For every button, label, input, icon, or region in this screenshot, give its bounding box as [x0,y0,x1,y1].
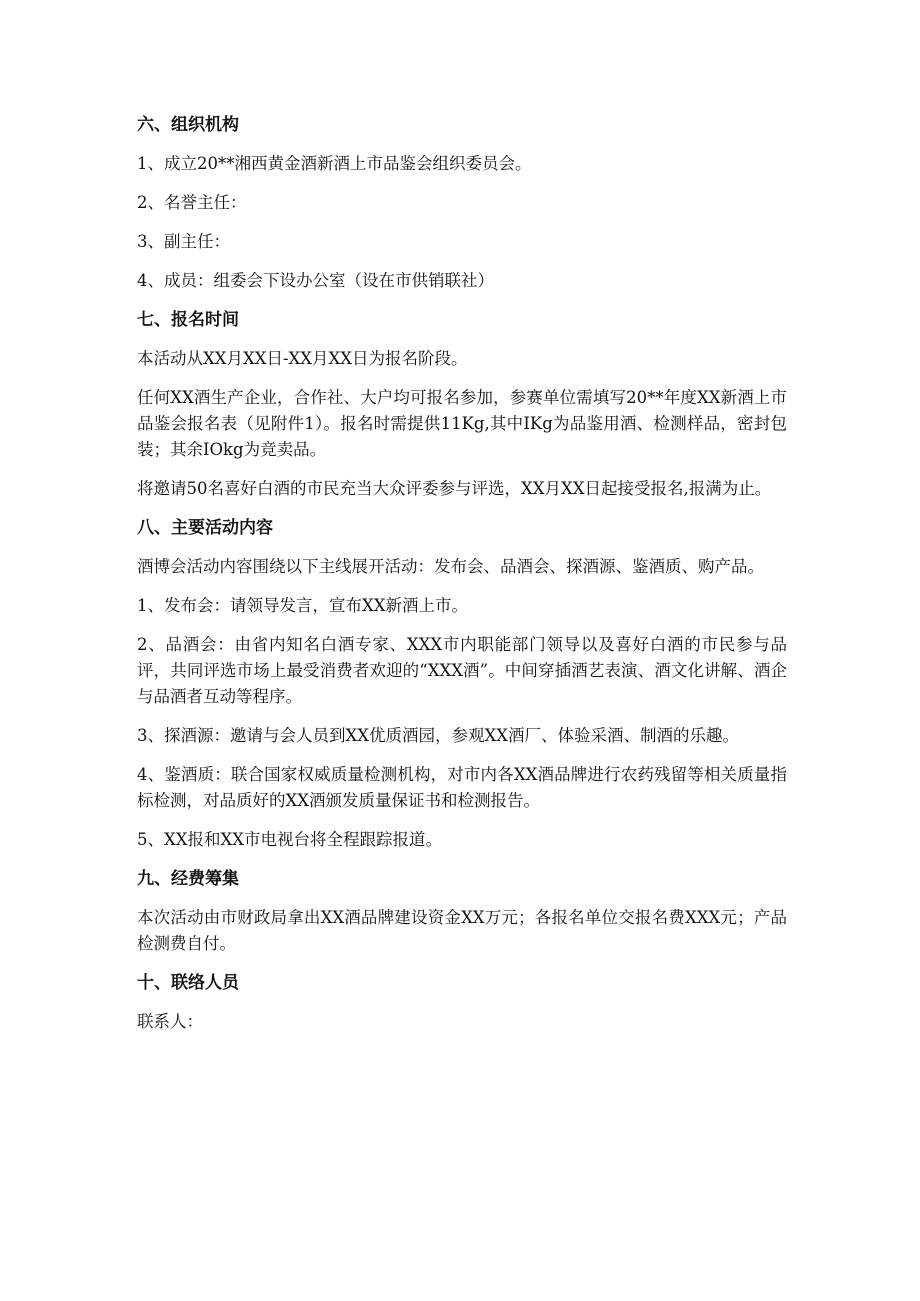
paragraph-honorary-director: 2、名誉主任： [137,193,247,212]
paragraph-deputy-director: 3、副主任： [137,232,230,251]
paragraph-registration-period: 本活动从XX月XX日-XX月XX日为报名阶段。 [137,349,468,368]
paragraph-registration-requirements: 任何XX酒生产企业，合作社、大户均可报名参加，参赛单位需填写20**年度XX新酒上市品鉴会报名表（见附件1）。报名时需提供11Kg,其中IKg为品鉴用酒、检测样品，密封包装；其余IOkg为竞卖品。 [137,388,787,459]
section-heading-registration-time: 七、报名时间 [137,310,239,330]
paragraph-funding-details: 本次活动由市财政局拿出XX酒品牌建设资金XX万元；各报名单位交报名费XXX元；产品检测费自付。 [137,908,787,953]
section-heading-contacts: 十、联络人员 [137,973,239,993]
paragraph-source-visit: 3、探酒源：邀请与会人员到XX优质酒园，参观XX酒厂、体验采酒、制酒的乐趣。 [137,726,739,745]
paragraph-activities-overview: 酒博会活动内容围绕以下主线展开活动：发布会、品酒会、探酒源、鉴酒质、购产品。 [137,557,764,576]
paragraph-public-judges: 将邀请50名喜好白酒的市民充当大众评委参与评选，XX月XX日起接受报名,报满为止。 [137,479,772,498]
paragraph-tasting-event: 2、品酒会：由省内知名白酒专家、XXX市内职能部门领导以及喜好白酒的市民参与品评，共同评选市场上最受消费者欢迎的“XXX酒”。中间穿插酒艺表演、酒文化讲解、酒企与品酒者互动等程序。 [137,635,787,706]
section-heading-main-activities: 八、主要活动内容 [137,518,273,538]
document-page [137,112,787,1048]
paragraph-media-coverage: 5、XX报和XX市电视台将全程跟踪报道。 [137,830,442,849]
paragraph-members: 4、成员：组委会下设办公室（设在市供销联社） [137,271,494,290]
section-heading-organization: 六、组织机构 [137,115,239,135]
paragraph-launch-event: 1、发布会：请领导发言，宣布XX新酒上市。 [137,596,468,615]
paragraph-quality-check: 4、鉴酒质：联合国家权威质量检测机构，对市内各XX酒品牌进行农药残留等相关质量指标检测，对品质好的XX酒颁发质量保证书和检测报告。 [137,765,787,810]
section-heading-funding: 九、经费筹集 [137,869,239,889]
paragraph-committee: 1、成立20**湘西黄金酒新酒上市品鉴会组织委员会。 [137,154,532,173]
paragraph-contact-person: 联系人： [137,1012,203,1031]
